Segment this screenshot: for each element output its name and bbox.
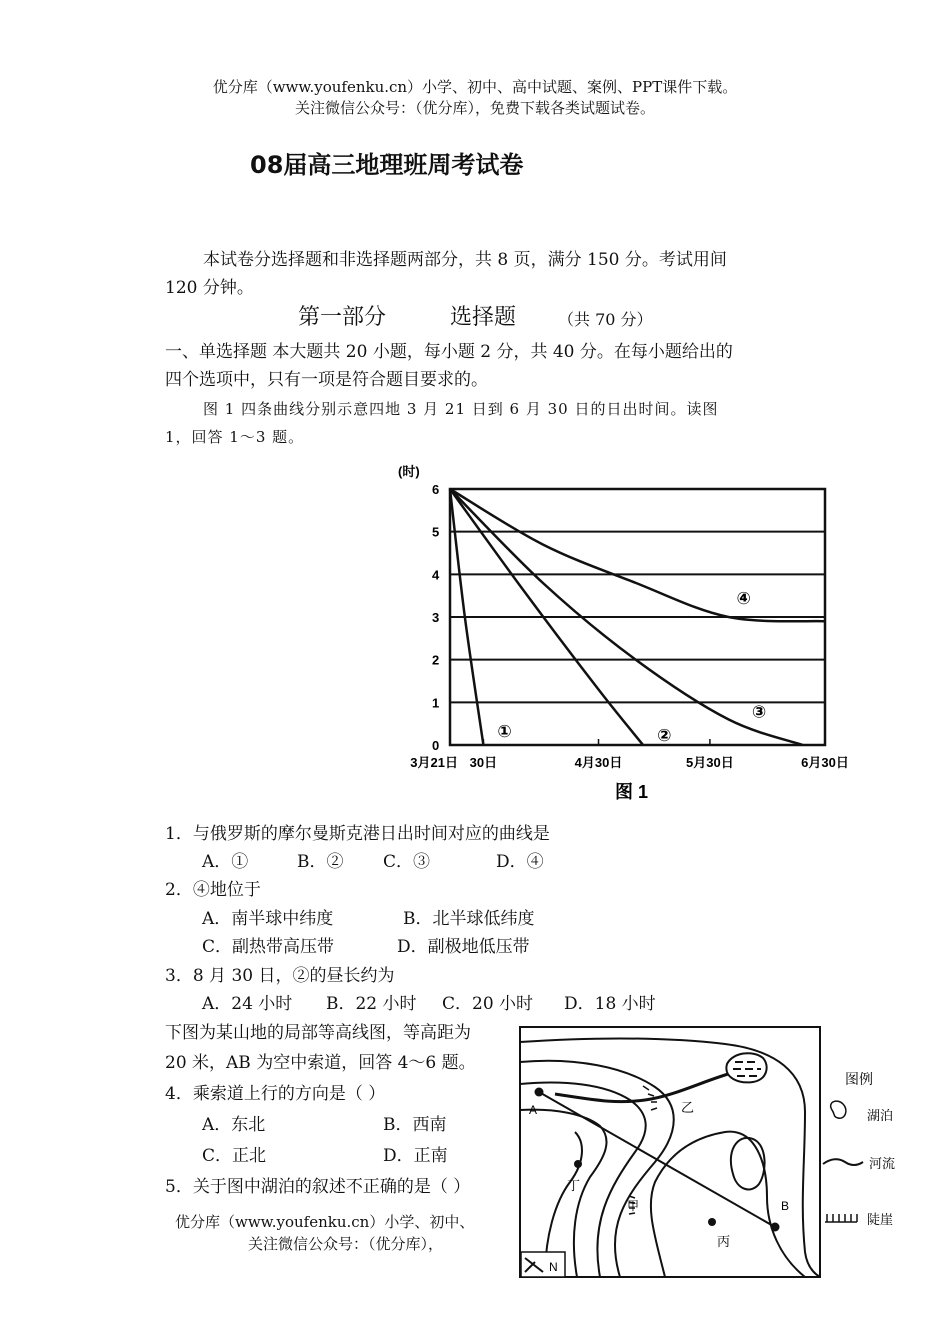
page-title: 08届高三地理班周考试卷: [250, 151, 524, 179]
q2-option-c[interactable]: C．副热带高压带: [202, 937, 335, 957]
chart-ytick-4: 4: [432, 567, 440, 583]
legend-title: 图例: [845, 1071, 873, 1087]
q4-option-c[interactable]: C．正北: [202, 1146, 267, 1166]
label-yi: 乙: [681, 1100, 695, 1115]
header-line-2: 关注微信公众号：（优分库），免费下载各类试题试卷。: [294, 99, 655, 117]
chart-series-label-3: ③: [751, 702, 767, 722]
chart-xtick-0: 3月21日: [410, 755, 458, 770]
q3-option-c[interactable]: C．20 小时: [442, 994, 534, 1014]
label-jia: 甲: [627, 1199, 640, 1213]
part1-title: 第一部分: [298, 305, 387, 330]
q4-option-a[interactable]: A．东北: [202, 1115, 266, 1135]
question-1: 1．与俄罗斯的摩尔曼斯克港日出时间对应的曲线是: [165, 824, 550, 844]
section1-line-2: 四个选项中，只有一项是符合题目要求的。: [165, 370, 488, 390]
chart-ylabel: (时): [398, 464, 420, 479]
legend-cliff: 陡崖: [867, 1212, 894, 1227]
chart-ytick-2: 2: [432, 652, 440, 668]
footer-line-2: 关注微信公众号：（优分库），: [248, 1235, 444, 1253]
q2-option-d[interactable]: D．副极地低压带: [397, 937, 530, 957]
chart-ytick-0: 0: [432, 738, 440, 753]
label-b: B: [781, 1199, 790, 1213]
q2-option-a[interactable]: A．南半球中纬度: [202, 909, 334, 929]
point-bing-marker: [708, 1218, 716, 1226]
chart-series-label-1: ①: [497, 722, 512, 741]
map-intro-line-1: 下图为某山地的局部等高线图，等高距为: [165, 1023, 471, 1043]
question-3: 3．8 月 30 日，②的昼长约为: [165, 966, 395, 986]
label-a: A: [529, 1103, 538, 1117]
chart-title: 图 1: [615, 782, 649, 802]
question-5: 5．关于图中湖泊的叙述不正确的是（ ）: [165, 1177, 471, 1197]
section1-line-1: 一、单选择题 本大题共 20 小题，每小题 2 分，共 40 分。在每小题给出的: [165, 342, 733, 362]
chart-series-label-2: ②: [657, 726, 672, 745]
footer-line-1: 优分库（www.youfenku.cn）小学、初中、: [175, 1213, 475, 1231]
fig1-intro-line-2: 1，回答 1～3 题。: [165, 428, 305, 446]
q3-option-a[interactable]: A．24 小时: [202, 994, 293, 1014]
chart-ytick-6: 6: [432, 482, 440, 497]
q2-option-b[interactable]: B．北半球低纬度: [403, 909, 535, 929]
question-2: 2．④地位于: [165, 880, 261, 900]
q4-option-b[interactable]: B．西南: [383, 1115, 447, 1135]
legend-lake: 湖泊: [867, 1108, 894, 1123]
question-4: 4．乘索道上行的方向是（ ）: [165, 1084, 386, 1104]
q1-option-b[interactable]: B．②: [297, 852, 344, 872]
north-label: N: [549, 1260, 558, 1274]
q3-option-b[interactable]: B．22 小时: [326, 994, 417, 1014]
point-a-marker: [535, 1088, 544, 1097]
q1-option-c[interactable]: C．③: [383, 852, 431, 872]
header-line-1: 优分库（www.youfenku.cn）小学、初中、高中试题、案例、PPT课件下载。: [212, 78, 738, 96]
chart-xtick-2: 4月30日: [574, 755, 623, 770]
chart-ytick-3: 3: [432, 610, 440, 625]
fig1-intro-line-1: 图 1 四条曲线分别示意四地 3 月 21 日到 6 月 30 日的日出时间。读图: [203, 400, 719, 418]
lake-in-map: [726, 1053, 766, 1082]
map-intro-line-2: 20 米，AB 为空中索道，回答 4～6 题。: [165, 1053, 476, 1073]
intro-line-1: 本试卷分选择题和非选择题两部分，共 8 页，满分 150 分。考试用间: [203, 250, 727, 270]
q1-option-a[interactable]: A．①: [202, 852, 249, 872]
north-arrow-icon: [521, 1252, 565, 1277]
part1-subtitle: 选择题: [450, 305, 517, 330]
label-bing: 丙: [717, 1234, 731, 1249]
legend-river: 河流: [869, 1156, 896, 1171]
chart-series-label-4: ④: [736, 589, 751, 609]
sunrise-chart: [370, 458, 870, 808]
point-ding-marker: [574, 1160, 582, 1168]
q1-option-d[interactable]: D．④: [496, 852, 544, 872]
part1-points: （共 70 分）: [558, 310, 653, 329]
chart-xtick-4: 6月30日: [801, 755, 849, 770]
chart-xtick-1: 30日: [469, 755, 498, 770]
intro-line-2: 120 分钟。: [165, 278, 254, 298]
chart-xtick-3: 5月30日: [686, 755, 734, 770]
label-ding: 丁: [567, 1178, 581, 1193]
chart-series-4: [450, 489, 825, 621]
q4-option-d[interactable]: D．正南: [383, 1146, 448, 1166]
q3-option-d[interactable]: D．18 小时: [564, 994, 656, 1014]
contour-map: [505, 1022, 913, 1284]
chart-ytick-1: 1: [432, 695, 440, 711]
point-b-marker: [771, 1223, 780, 1232]
chart-ytick-5: 5: [432, 524, 440, 540]
